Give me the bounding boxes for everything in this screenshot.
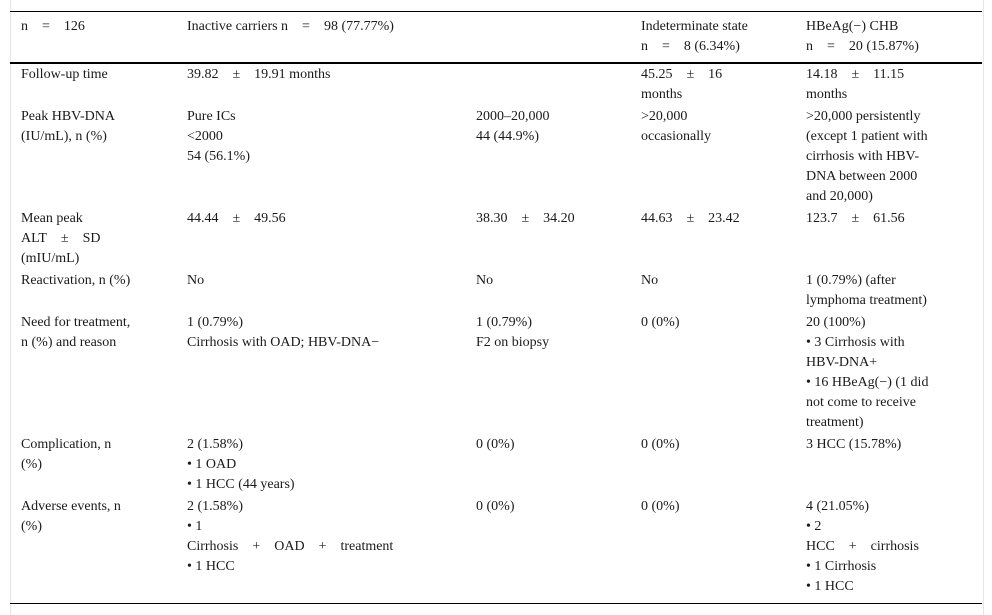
table-cell: 44.44 ± 49.56 <box>187 211 286 226</box>
table-cell: >20,000 occasionally <box>641 109 711 144</box>
table-cell: 38.30 ± 34.20 <box>476 211 575 226</box>
table-cell: 2000–20,000 44 (44.9%) <box>476 109 550 144</box>
row-label-adverse-events: Adverse events, n (%) <box>21 499 121 534</box>
table-cell: 2 (1.58%) • 1 Cirrhosis + OAD + treatment • 1 HCC <box>187 499 394 574</box>
table-cell: 45.25 ± 16 months <box>641 67 723 102</box>
table-cell: 123.7 ± 61.56 <box>806 211 905 226</box>
row-label-follow-up: Follow-up time <box>21 67 108 82</box>
table-cell: 39.82 ± 19.91 months <box>187 67 331 82</box>
bottom-rule <box>10 603 982 604</box>
table-cell: 1 (0.79%) (after lymphoma treatment) <box>806 273 927 308</box>
table-cell: 0 (0%) <box>476 437 515 452</box>
row-label-reactivation: Reactivation, n (%) <box>21 273 131 288</box>
header-rule <box>10 62 982 64</box>
row-label-mean-peak-alt: Mean peak ALT ± SD (mIU/mL) <box>21 211 101 266</box>
table-cell: 44.63 ± 23.42 <box>641 211 740 226</box>
table-cell: 3 HCC (15.78%) <box>806 437 902 452</box>
table-cell: 0 (0%) <box>641 315 680 330</box>
table-cell: 14.18 ± 11.15 months <box>806 67 905 102</box>
top-rule <box>10 11 982 12</box>
table-cell: 20 (100%) • 3 Cirrhosis with HBV-DNA+ • 16 HBeAg(−) (1 did not come to receive treatment) <box>806 315 929 430</box>
table-cell: 2 (1.58%) • 1 OAD • 1 HCC (44 years) <box>187 437 295 492</box>
header-cell-inactive-carriers: Inactive carriers n = 98 (77.77%) <box>187 19 394 34</box>
table-cell: 0 (0%) <box>641 499 680 514</box>
table-cell: Pure ICs <2000 54 (56.1%) <box>187 109 250 164</box>
table-cell: 1 (0.79%) Cirrhosis with OAD; HBV-DNA− <box>187 315 380 350</box>
table-cell: No <box>187 273 205 288</box>
row-label-complication: Complication, n (%) <box>21 437 112 472</box>
table-cell: 1 (0.79%) F2 on biopsy <box>476 315 550 350</box>
table-cell: >20,000 persistently (except 1 patient with cirrhosis with HBV- DNA between 2000 and 20,000) <box>806 109 928 204</box>
table-cell: No <box>641 273 659 288</box>
table-cell: 0 (0%) <box>641 437 680 452</box>
header-cell-indeterminate: Indeterminate state n = 8 (6.34%) <box>641 19 748 54</box>
table-cell: No <box>476 273 494 288</box>
header-cell-total: n = 126 <box>21 19 85 34</box>
header-cell-chb: HBeAg(−) CHB n = 20 (15.87%) <box>806 19 919 54</box>
row-label-need-for-treatment: Need for treatment, n (%) and reason <box>21 315 131 350</box>
table-cell: 4 (21.05%) • 2 HCC + cirrhosis • 1 Cirrhosis • 1 HCC <box>806 499 919 594</box>
table-cell: 0 (0%) <box>476 499 515 514</box>
row-label-peak-hbv-dna: Peak HBV-DNA (IU/mL), n (%) <box>21 109 115 144</box>
